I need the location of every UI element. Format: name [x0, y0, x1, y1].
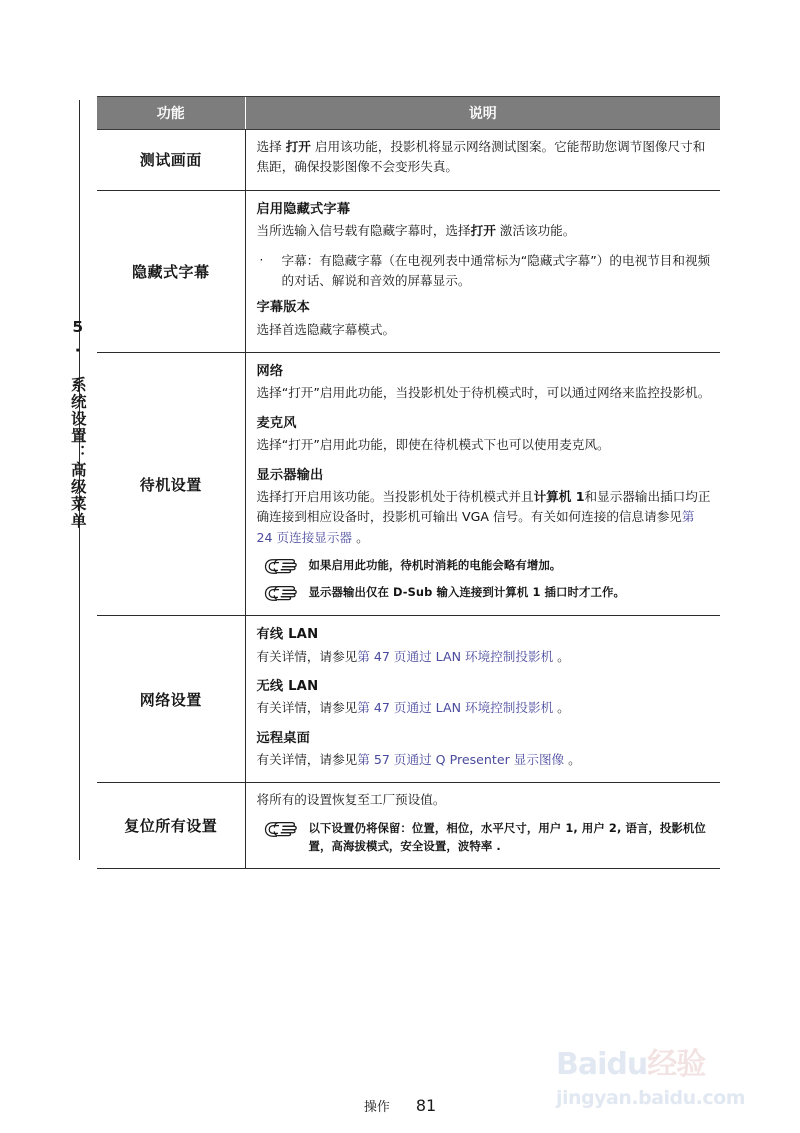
setting-description-cell	[245, 783, 720, 869]
cross-reference-link[interactable]: 第 47 页通过 LAN 环境控制投影机	[357, 700, 554, 716]
watermark-brand-cn: 经验	[647, 1047, 706, 1082]
setting-description	[257, 137, 713, 178]
table-row	[97, 616, 720, 783]
body-text: 激活该功能。	[495, 223, 576, 239]
setting-subheading: 网络	[256, 364, 284, 380]
body-text: 有关详情，请参见	[256, 752, 358, 768]
column-header-description: 说明	[245, 97, 720, 130]
setting-description	[257, 487, 713, 548]
setting-description-cell	[245, 616, 720, 783]
note-callout	[257, 557, 713, 575]
bullet-text: 字幕：有隐藏字幕（在电视列表中通常标为“隐藏式字幕”）的电视节目和视频的对话、解说和音效的屏幕显示。	[281, 252, 711, 288]
body-text: 选择“打开”启用此功能，即使在待机模式下也可以使用麦克风。	[256, 437, 610, 453]
settings-table	[97, 96, 720, 869]
body-text: 以下设置仍将保留：位置，相位，水平尺寸，用户 1, 用户 2, 语言，投影机位置，高海拔模式，安全设置，波特率 .	[308, 820, 706, 853]
body-text: 。	[352, 529, 369, 545]
body-text: 将所有的设置恢复至工厂预设值。	[256, 792, 446, 808]
table-row	[97, 783, 720, 869]
setting-subheading: 显示器输出	[256, 467, 324, 483]
watermark-line-1	[556, 1047, 786, 1082]
footer-page-number: 81	[415, 1096, 437, 1115]
pointing-hand-icon	[263, 820, 309, 838]
body-text: D-Sub	[393, 585, 433, 600]
setting-description	[257, 221, 713, 241]
table-row	[97, 130, 720, 191]
body-text: 输入连接到计算机 1 插口时才工作。	[432, 585, 625, 600]
body-text: 如果启用此功能，待机时消耗的电能会略有增加。	[308, 558, 562, 573]
setting-name-cell: 复位所有设置	[97, 783, 245, 869]
setting-subheading: 启用隐藏式字幕	[256, 201, 351, 217]
body-text: 。	[553, 648, 570, 664]
body-text: 有关详情，请参见	[256, 700, 358, 716]
table-row	[97, 353, 720, 616]
setting-name-cell: 网络设置	[97, 616, 245, 783]
page-footer	[0, 1096, 800, 1115]
body-text: 有关详情，请参见	[256, 648, 358, 664]
table-row	[97, 190, 720, 352]
emphasis-text: 计算机 1	[533, 489, 585, 504]
setting-subheading: 字幕版本	[256, 300, 311, 316]
chapter-side-tab-label: 5. 系统设置：高级菜单	[68, 318, 87, 530]
setting-name-cell: 隐藏式字幕	[97, 190, 245, 352]
body-text: 选择“打开”启用此功能，当投影机处于待机模式时，可以通过网络来监控投影机。	[256, 385, 711, 401]
cross-reference-link[interactable]: 第 47 页通过 LAN 环境控制投影机	[357, 648, 554, 664]
body-text: 和显示器输出插口均正确连接到相应设备时，投影机可输出 VGA 信号。有关如何连接的信息请参见	[256, 489, 711, 525]
table-body	[97, 130, 720, 869]
setting-subheading: 无线 LAN	[256, 678, 319, 694]
note-text	[309, 584, 713, 602]
body-text: 当所选输入信号载有隐藏字幕时，选择	[256, 223, 471, 239]
footer-section-label: 操作	[363, 1100, 390, 1115]
watermark-brand: Baidu	[556, 1047, 648, 1082]
setting-description-cell	[245, 190, 720, 352]
setting-description	[257, 790, 713, 810]
setting-description-cell	[245, 353, 720, 616]
body-text: 。	[553, 700, 570, 716]
setting-description	[257, 320, 713, 340]
table-header-row	[97, 97, 720, 130]
body-text: 选择首选隐藏字幕模式。	[256, 321, 396, 337]
bullet-list-item	[257, 251, 713, 292]
chapter-side-tab	[60, 318, 94, 648]
watermark-line-2: jingyan.baidu.com	[556, 1087, 745, 1109]
setting-subheading: 麦克风	[256, 415, 297, 431]
body-text: 启用该功能，投影机将显示网络测试图案。它能帮助您调节图像尺寸和焦距，确保投影图像不会变形失真。	[256, 139, 706, 175]
setting-subheading: 远程桌面	[256, 730, 311, 746]
setting-description	[257, 383, 713, 403]
setting-description-cell	[245, 130, 720, 191]
setting-subheading: 有线 LAN	[256, 627, 319, 643]
setting-description	[257, 698, 713, 718]
cross-reference-link[interactable]: 第 24 页连接显示器	[256, 509, 695, 545]
setting-description	[257, 647, 713, 667]
body-text: 显示器输出仅在	[308, 585, 394, 600]
column-header-function: 功能	[97, 97, 245, 130]
note-callout	[257, 820, 713, 855]
setting-description	[257, 435, 713, 455]
body-text: 选择打开启用该功能。当投影机处于待机模式并且	[256, 489, 534, 504]
note-callout	[257, 584, 713, 602]
body-text: 选择	[256, 139, 286, 154]
note-text	[309, 557, 713, 575]
bullet-marker: ·	[259, 252, 264, 267]
pointing-hand-icon	[263, 557, 309, 575]
cross-reference-link[interactable]: 第 57 页通过 Q Presenter 显示图像	[357, 752, 565, 768]
note-text	[309, 820, 713, 855]
emphasis-text: 打开	[285, 139, 311, 154]
setting-name-cell: 测试画面	[139, 151, 202, 170]
body-text: 。	[564, 752, 581, 768]
emphasis-text: 打开	[470, 223, 496, 239]
pointing-hand-icon	[263, 584, 309, 602]
setting-description	[257, 750, 713, 770]
setting-name-cell: 待机设置	[97, 353, 245, 616]
